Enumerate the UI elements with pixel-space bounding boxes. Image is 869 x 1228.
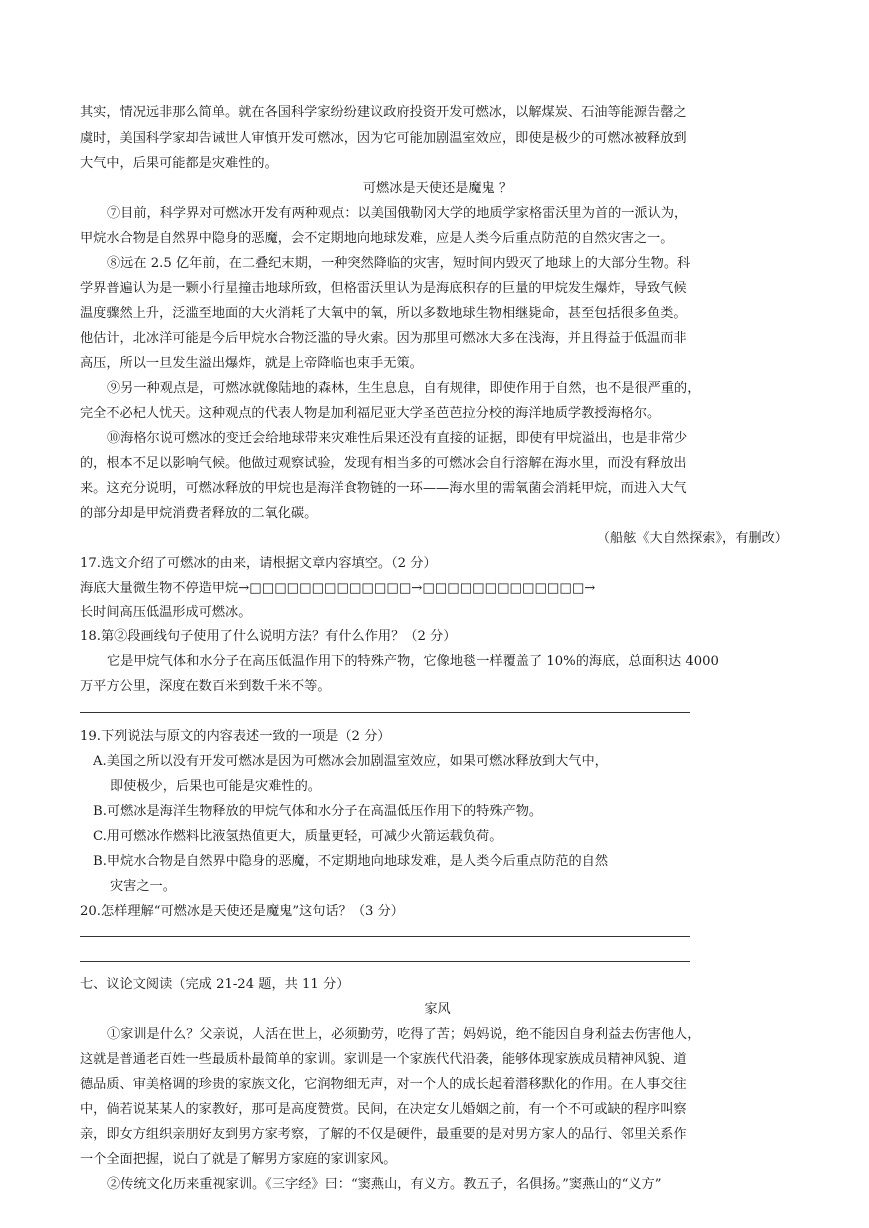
quoted-sentence: 它是甲烷气体和水分子在高压低温作用下的特殊产物，它像地毯一样覆盖了 10%的海底，总面积达 4000 bbox=[107, 654, 719, 669]
text-line: ②传统文化历来重视家训。《三字经》曰：“窦燕山，有义方。教五子，名俱扬。”窦燕山的“义方” bbox=[107, 1177, 662, 1192]
text-line: 虞时，美国科学家却告诫世人审慎开发可燃冰，因为它可能加剧温室效应，即使是极少的可燃冰被释放到 bbox=[80, 131, 687, 146]
text-line: 大气中，后果可能都是灾难性的。 bbox=[80, 156, 278, 171]
article-title: 家风 bbox=[424, 1002, 451, 1017]
text-line: 这就是普通老百姓一些最质朴最简单的家训。家训是一个家族代代沿袭，能够体现家族成员精神风貌、道 bbox=[80, 1052, 687, 1067]
option-b: B.可燃冰是海洋生物释放的甲烷气体和水分子在高温低压作用下的特殊产物。 bbox=[93, 804, 543, 819]
text-line: 其实，情况远非那么简单。就在各国科学家纷纷建议政府投资开发可燃冰，以解煤炭、石油等能源告罄之 bbox=[80, 105, 687, 120]
answer-line bbox=[80, 961, 690, 962]
option-d-cont: 灾害之一。 bbox=[110, 879, 176, 894]
option-c: C.用可燃冰作燃料比液氢热值更大，质量更轻，可减少火箭运载负荷。 bbox=[93, 829, 503, 844]
text-line: 高压，所以一旦发生溢出爆炸，就是上帝降临也束手无策。 bbox=[80, 356, 423, 371]
source-citation: （船舷《大自然探索》，有删改） bbox=[596, 531, 788, 546]
quoted-sentence: 万平方公里，深度在数百米到数千米不等。 bbox=[80, 679, 331, 694]
text-line: ①家训是什么？父亲说，人活在世上，必须勤劳，吃得了苦；妈妈说，绝不能因自身利益去伤害他人， bbox=[107, 1027, 701, 1042]
text-line: ⑦目前，科学界对可燃冰开发有两种观点：以美国俄勒冈大学的地质学家格雷沃里为首的一派认为， bbox=[107, 206, 688, 221]
text-line: 完全不必杞人忧天。这种观点的代表人物是加利福尼亚大学圣芭芭拉分校的海洋地质学教授海格尔。 bbox=[80, 406, 661, 421]
text-line: 温度骤然上升，泛滥至地面的大火消耗了大氧中的氧，所以多数地球生物相继毙命，甚至包括很多鱼类。 bbox=[80, 306, 687, 321]
answer-line bbox=[80, 936, 690, 937]
option-a: A.美国之所以没有开发可燃冰是因为可燃冰会加剧温室效应，如果可燃冰释放到大气中， bbox=[93, 754, 608, 769]
question-18: 18.第②段画线句子使用了什么说明方法？有什么作用？（2 分） bbox=[80, 629, 457, 644]
text-line: ⑩海格尔说可燃冰的变迁会给地球带来灾难性后果还没有直接的证据，即使有甲烷溢出，也是非常少 bbox=[107, 431, 688, 446]
text-line: 中，倘若说某某人的家教好，那可是高度赞赏。民间，在决定女儿婚姻之前，有一个不可或缺的程序叫察 bbox=[80, 1102, 687, 1117]
text-line: ⑨另一种观点是，可燃冰就像陆地的森林，生生息息，自有规律，即使作用于自然，也不是很严重的， bbox=[107, 381, 701, 396]
section-subtitle: 可燃冰是天使还是魔鬼 ？ bbox=[362, 181, 513, 196]
section-heading: 七、议论文阅读（完成 21-24 题，共 11 分） bbox=[80, 977, 350, 992]
option-a-cont: 即使极少，后果也可能是灾难性的。 bbox=[110, 779, 321, 794]
text-line: ⑧远在 2.5 亿年前，在二叠纪末期，一种突然降临的灾害，短时间内毁灭了地球上的大部分生物。科 bbox=[107, 256, 691, 271]
text-line: 德品质、审美格调的珍贵的家族文化，它润物细无声，对一个人的成长起着潜移默化的作用。在人事交往 bbox=[80, 1077, 687, 1092]
text-line: 的部分却是甲烷消费者释放的二氧化碳。 bbox=[80, 506, 318, 521]
text-line: 甲烷水合物是自然界中隐身的恶魔，会不定期地向地球发难，应是人类今后重点防范的自然灾害之一。 bbox=[80, 231, 674, 246]
text-line: 他估计，北冰洋可能是今后甲烷水合物泛滥的导火索。因为那里可燃冰大多在浅海，并且得益于低温而非 bbox=[80, 331, 687, 346]
answer-line bbox=[80, 712, 690, 713]
fill-in-chain: 海底大量微生物不停造甲烷→□□□□□□□□□□□□□→□□□□□□□□□□□□□→ bbox=[80, 581, 596, 596]
question-17: 17.选文介绍了可燃冰的由来，请根据文章内容填空。（2 分） bbox=[80, 556, 437, 571]
text-line: 的，根本不足以影响气候。他做过观察试验，发现有相当多的可燃冰会自行溶解在海水里，而没有释放出 bbox=[80, 456, 687, 471]
option-d: B.甲烷水合物是自然界中隐身的恶魔，不定期地向地球发难，是人类今后重点防范的自然 bbox=[93, 854, 609, 869]
text-line: 来。这充分说明，可燃冰释放的甲烷也是海洋食物链的一环——海水里的需氧菌会消耗甲烷，而进入大气 bbox=[80, 481, 687, 496]
text-line: 长时间高压低温形成可燃冰。 bbox=[80, 605, 252, 620]
question-20: 20.怎样理解“可燃冰是天使还是魔鬼”这句话？（3 分） bbox=[80, 904, 404, 919]
question-19: 19.下列说法与原文的内容表述一致的一项是（2 分） bbox=[80, 729, 391, 744]
text-line: 亲，即女方组织亲朋好友到男方家考察，了解的不仅是硬件，最重要的是对男方家人的品行、邻里关系作 bbox=[80, 1127, 687, 1142]
text-line: 学界普遍认为是一颗小行星撞击地球所致，但格雷沃里认为是海底积存的巨量的甲烷发生爆炸，导致气候 bbox=[80, 281, 687, 296]
text-line: 一个全面把握，说白了就是了解男方家庭的家训家风。 bbox=[80, 1152, 397, 1167]
